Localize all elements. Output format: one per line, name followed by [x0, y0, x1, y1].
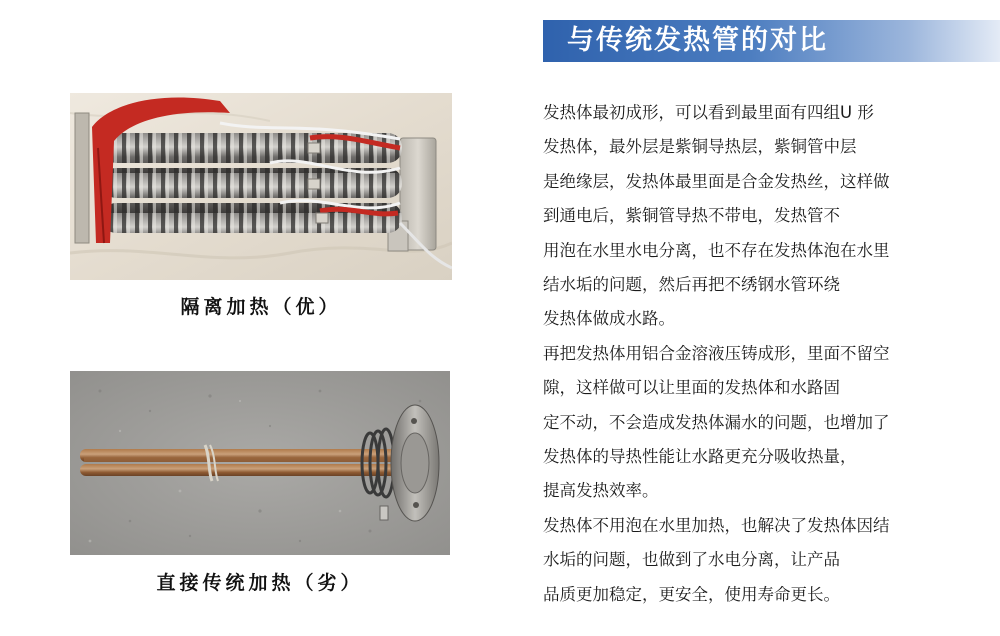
page-title: 与传统发热管的对比 — [567, 25, 828, 56]
description-line: 发热体不用泡在水里加热，也解决了发热体因结 — [543, 515, 890, 535]
title-banner — [543, 20, 1000, 62]
isolated-heater-photo — [70, 93, 452, 280]
isolated-heating-caption: 隔离加热（优） — [180, 296, 342, 318]
description-line: 隙，这样做可以让里面的发热体和水路固 — [543, 378, 840, 398]
description-line: 发热体最初成形，可以看到最里面有四组U 形 — [543, 103, 874, 122]
description-line: 是绝缘层，发热体最里面是合金发热丝，这样做 — [543, 171, 890, 191]
description-line: 发热体的导热性能让水路更充分吸收热量， — [543, 447, 857, 467]
traditional-heater-photo — [70, 371, 450, 555]
description-line: 发热体做成水路。 — [543, 309, 675, 329]
comparison-description — [543, 96, 983, 612]
description-line: 再把发热体用铝合金溶液压铸成形，里面不留空 — [543, 343, 890, 363]
traditional-heating-caption: 直接传统加热（劣） — [156, 572, 364, 594]
description-line: 发热体，最外层是紫铜导热层，紫铜管中层 — [543, 137, 857, 157]
description-line: 水垢的问题，也做到了水电分离，让产品 — [543, 550, 840, 570]
description-line: 品质更加稳定，更安全，使用寿命更长。 — [543, 584, 840, 604]
description-line: 用泡在水里水电分离，也不存在发热体泡在水里 — [543, 240, 890, 260]
description-line: 定不动，不会造成发热体漏水的问题，也增加了 — [543, 412, 890, 432]
description-line: 结水垢的问题，然后再把不绣钢水管环绕 — [543, 275, 840, 295]
description-line: 提高发热效率。 — [543, 481, 659, 501]
description-line: 到通电后，紫铜管导热不带电，发热管不 — [543, 206, 840, 226]
